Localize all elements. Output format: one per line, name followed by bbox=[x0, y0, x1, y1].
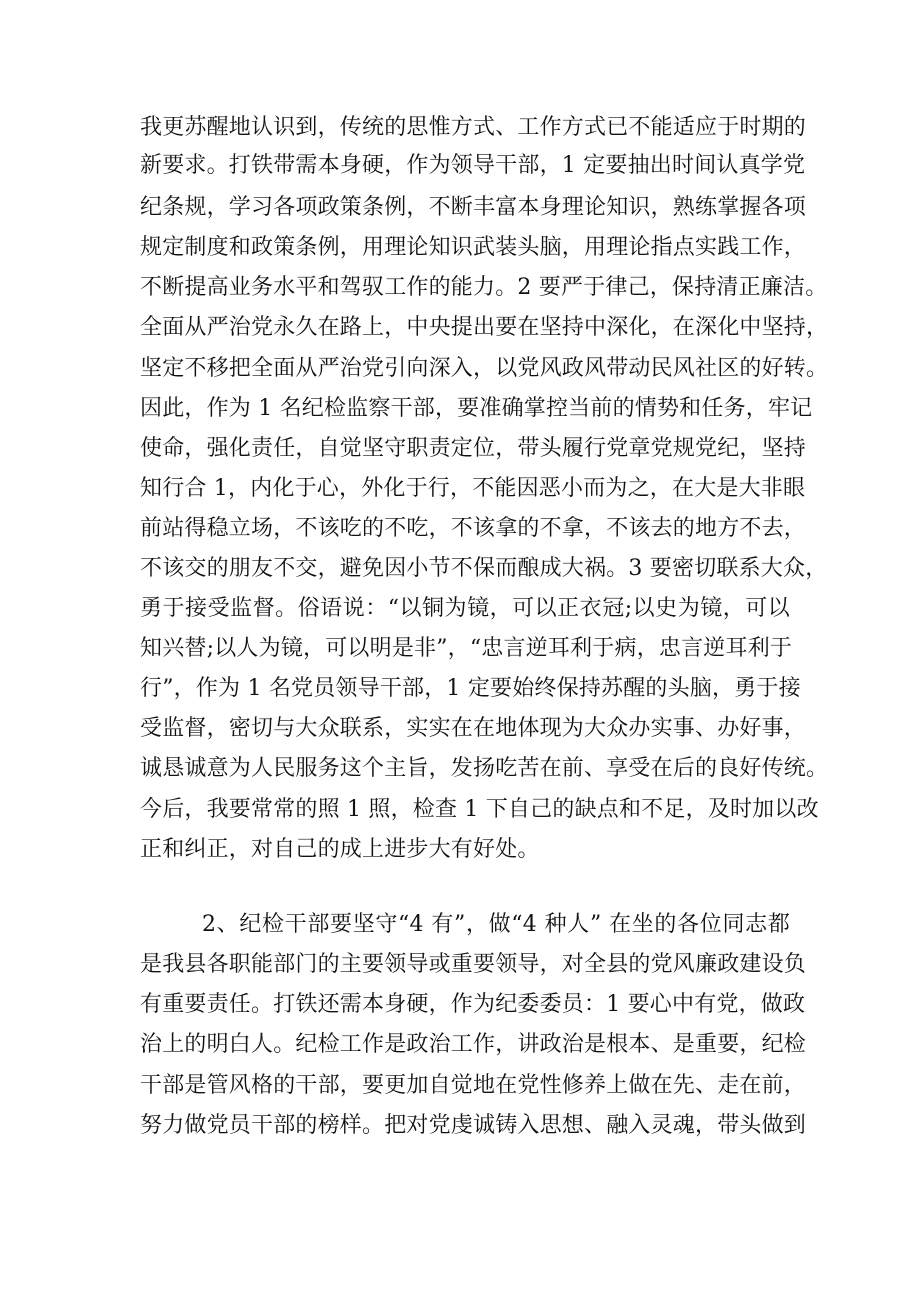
text-line: 干部是管风格的干部，要更加自觉地在党性修养上做在先、走在前， bbox=[140, 1073, 807, 1098]
text-line: 勇于接受监督。俗语说：“以铜为镜，可以正衣冠;以史为镜，可以 bbox=[140, 596, 790, 621]
text-line: 有重要责任。打铁还需本身硬，作为纪委委员：1 要心中有党，做政 bbox=[140, 992, 806, 1017]
text-line: 使命，强化责任，自觉坚守职责定位，带头履行党章党规党纪，坚持 bbox=[140, 436, 807, 461]
text-line: 我更苏醒地认识到，传统的思惟方式、工作方式已不能适应于时期的 bbox=[140, 115, 807, 140]
text-line: 前站得稳立场，不该吃的不吃，不该拿的不拿，不该去的地方不去， bbox=[140, 516, 807, 541]
text-line: 正和纠正，对自己的成上进步大有好处。 bbox=[140, 837, 540, 862]
text-line: 治上的明白人。纪检工作是政治工作，讲政治是根本、是重要，纪检 bbox=[140, 1032, 807, 1057]
text-line: 2、纪检干部要坚守“4 有”，做“4 种人” 在坐的各位同志都 bbox=[202, 912, 790, 937]
text-line: 坚定不移把全面从严治党引向深入，以党风政风带动民风社区的好转。 bbox=[140, 356, 829, 381]
text-line: 因此，作为 1 名纪检监察干部，要准确掌控当前的情势和任务，牢记 bbox=[140, 396, 813, 421]
text-line: 行”，作为 1 名党员领导干部，1 定要始终保持苏醒的头脑，勇于接 bbox=[140, 676, 801, 701]
text-line: 新要求。打铁带需本身硬，作为领导干部，1 定要抽出时间认真学党 bbox=[140, 153, 806, 178]
text-line: 诚恳诚意为人民服务这个主旨，发扬吃苦在前、享受在后的良好传统。 bbox=[140, 756, 829, 781]
text-line: 不该交的朋友不交，避免因小节不保而酿成大祸。3 要密切联系大众， bbox=[140, 556, 828, 581]
text-line: 纪条规，学习各项政策条例，不断丰富本身理论知识，熟练掌握各项 bbox=[140, 195, 807, 220]
text-line: 不断提高业务水平和驾驭工作的能力。2 要严于律己，保持清正廉洁。 bbox=[140, 275, 828, 300]
text-line: 受监督，密切与大众联系，实实在在地体现为大众办实事、办好事， bbox=[140, 716, 807, 741]
text-line: 知行合 1，内化于心，外化于行，不能因恶小而为之，在大是大非眼 bbox=[140, 476, 806, 501]
text-line: 规定制度和政策条例，用理论知识武装头脑，用理论指点实践工作， bbox=[140, 235, 807, 260]
text-line: 努力做党员干部的榜样。把对党虔诚铸入思想、融入灵魂，带头做到 bbox=[140, 1113, 807, 1138]
text-line: 全面从严治党永久在路上，中央提出要在坚持中深化，在深化中坚持， bbox=[140, 315, 829, 340]
text-line: 今后，我要常常的照 1 照，检查 1 下自己的缺点和不足，及时加以改 bbox=[140, 797, 819, 822]
text-line: 是我县各职能部门的主要领导或重要领导，对全县的党风廉政建设负 bbox=[140, 952, 807, 977]
text-line: 知兴替;以人为镜，可以明是非”，“忠言逆耳利于病，忠言逆耳利于 bbox=[140, 636, 793, 661]
